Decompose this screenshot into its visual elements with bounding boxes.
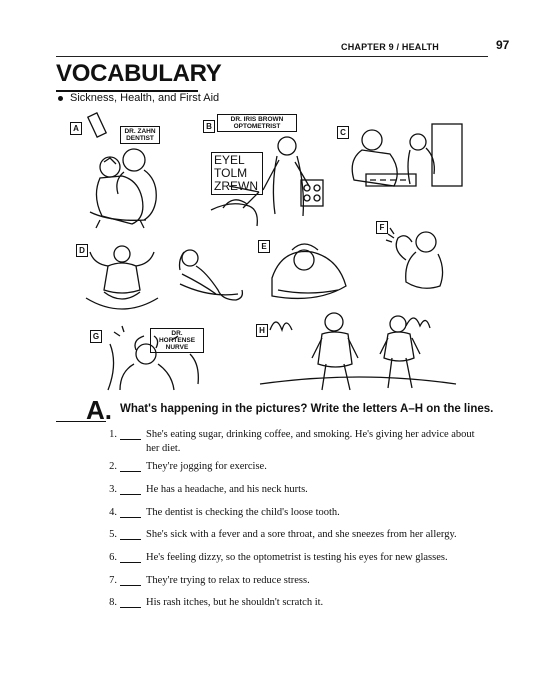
- answer-blank[interactable]: [120, 585, 141, 586]
- optometrist-sign: DR. IRIS BROWN OPTOMETRIST: [217, 114, 297, 132]
- item-text: She's eating sugar, drinking coffee, and smoking. He's giving her advice about her diet.: [146, 429, 475, 454]
- item-text: The dentist is checking the child's loose tooth.: [146, 507, 340, 518]
- illustration-panel-d-woman: [172, 244, 244, 310]
- illustration-panel-f: [376, 220, 450, 296]
- eye-chart: EYEL TOLM ZREWN: [211, 152, 263, 195]
- diet-drawing: [336, 124, 464, 190]
- meditation-drawing: [76, 238, 158, 322]
- answer-blank[interactable]: [120, 439, 141, 440]
- relaxing-woman-drawing: [172, 244, 244, 310]
- answer-blank[interactable]: [120, 471, 141, 472]
- list-item: [103, 428, 488, 458]
- page-title: VOCABULARY: [56, 60, 222, 87]
- item-text: He has a headache, and his neck hurts.: [146, 484, 308, 495]
- subtitle: [58, 92, 219, 104]
- answer-blank[interactable]: [120, 539, 141, 540]
- headache-drawing: [90, 324, 218, 396]
- section-a-label: A.: [86, 395, 112, 425]
- item-number: 5.: [109, 529, 117, 540]
- illustration-panel-d: [76, 238, 158, 322]
- nurse-sign: DR. HORTENSE NURVE: [150, 328, 204, 353]
- panel-letter-c: C: [337, 126, 349, 139]
- dentist-drawing: [70, 112, 190, 230]
- item-number: 6.: [109, 552, 117, 563]
- panel-letter-e: E: [258, 240, 270, 253]
- item-number: 1.: [109, 429, 117, 440]
- panel-letter-f: F: [376, 221, 388, 234]
- item-number: 7.: [109, 575, 117, 586]
- running-header: CHAPTER 9 / HEALTH: [341, 42, 439, 52]
- answer-blank[interactable]: [120, 517, 141, 518]
- subtitle-text: Sickness, Health, and First Aid: [70, 92, 220, 104]
- panel-letter-a: A: [70, 122, 82, 135]
- panel-letter-g: G: [90, 330, 102, 343]
- sick-woman-drawing: [258, 230, 354, 310]
- dentist-sign: DR. ZAHN DENTIST: [120, 126, 160, 144]
- item-number: 3.: [109, 484, 117, 495]
- item-text: His rash itches, but he shouldn't scratch it.: [146, 597, 324, 608]
- item-number: 2.: [109, 461, 117, 472]
- illustration-panel-g: [90, 324, 218, 396]
- item-number: 4.: [109, 507, 117, 518]
- illustration-panel-a: [70, 112, 190, 230]
- section-a-instruction: What's happening in the pictures? Write the letters A–H on the lines.: [120, 403, 494, 415]
- answer-blank[interactable]: [120, 607, 141, 608]
- page-number: 97: [496, 38, 510, 52]
- header-rule: [56, 56, 488, 57]
- panel-letter-d: D: [76, 244, 88, 257]
- item-text: They're trying to relax to reduce stress.: [146, 575, 310, 586]
- optometrist-drawing: [203, 112, 331, 230]
- item-text: He's feeling dizzy, so the optometrist is testing his eyes for new glasses.: [146, 552, 448, 563]
- jogging-drawing: [256, 302, 460, 392]
- bullet-icon: [58, 96, 63, 101]
- panel-letter-b: B: [203, 120, 215, 133]
- scratching-drawing: [376, 220, 450, 296]
- illustration-panel-h: [256, 302, 460, 392]
- answer-blank[interactable]: [120, 562, 141, 563]
- answer-blank[interactable]: [120, 494, 141, 495]
- panel-letter-h: H: [256, 324, 268, 337]
- item-number: 8.: [109, 597, 117, 608]
- item-text: They're jogging for exercise.: [146, 461, 267, 472]
- illustration-panel-b: [203, 112, 331, 230]
- illustration-panel-c: [336, 124, 464, 190]
- illustration-panel-e: [258, 230, 354, 310]
- item-text: She's sick with a fever and a sore throat, and she sneezes from her allergy.: [146, 529, 457, 540]
